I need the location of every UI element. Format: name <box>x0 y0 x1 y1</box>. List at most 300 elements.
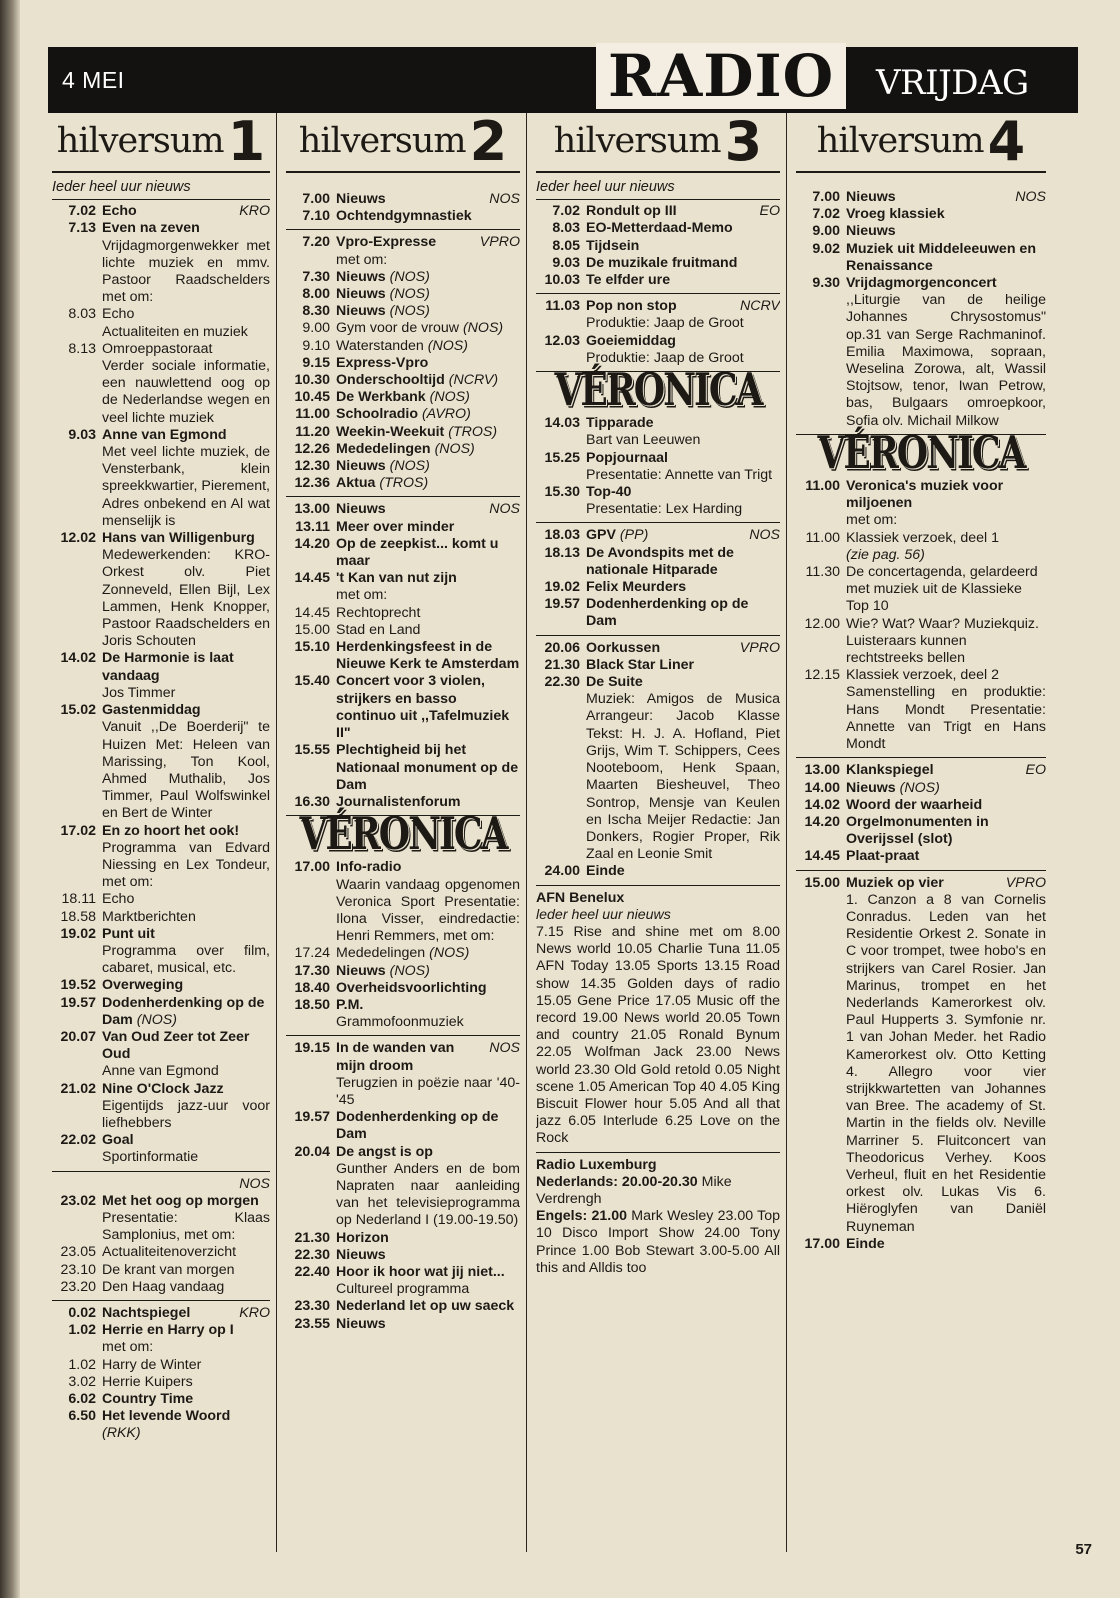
program-row <box>286 1144 520 1230</box>
program-time: 14.02 <box>804 796 840 813</box>
program-title: Ochtendgymnastiek <box>336 208 472 225</box>
program-time: 7.20 <box>302 234 330 251</box>
program-row <box>286 1298 520 1315</box>
program-row <box>286 269 520 286</box>
program-title: Mededelingen <box>336 440 431 457</box>
program-time: 18.50 <box>294 996 330 1013</box>
station-name: hilversum <box>56 121 224 162</box>
program-row <box>52 1408 270 1442</box>
program-title: Stad en Land <box>336 621 421 638</box>
program-time: 21.30 <box>294 1229 330 1246</box>
program-time: 11.20 <box>295 423 330 440</box>
broadcaster-tag: NOS <box>489 501 520 518</box>
header-day: VRIJDAG <box>876 63 1029 103</box>
program-time: 12.36 <box>294 475 330 492</box>
program-row <box>796 780 1046 797</box>
program-row <box>796 814 1046 848</box>
divider <box>536 1152 780 1153</box>
program-title: Top-40 <box>586 484 632 501</box>
program-row <box>536 238 780 255</box>
program-time: 11.00 <box>805 529 840 546</box>
program-time: 11.00 <box>295 406 330 423</box>
program-time: 9.30 <box>812 275 840 292</box>
program-time: 23.10 <box>60 1261 96 1278</box>
program-row <box>536 545 780 579</box>
program-row <box>286 622 520 639</box>
program-time: 23.30 <box>294 1298 330 1315</box>
program-title: Gym voor de vrouw <box>336 320 459 337</box>
station-number: 2 <box>469 113 508 173</box>
program-row <box>286 605 520 622</box>
program-title: Nieuws <box>336 1315 386 1332</box>
program-row <box>286 1230 520 1247</box>
program-time: 19.57 <box>60 994 96 1011</box>
page-header <box>48 42 1078 113</box>
program-title: Rondult op III <box>586 203 677 220</box>
broadcaster-note: (NOS) <box>899 779 940 796</box>
broadcaster-tag: KRO <box>239 1305 270 1321</box>
broadcaster-note: (NCRV) <box>448 372 499 389</box>
program-title: Te elfder ure <box>586 272 671 289</box>
program-row <box>52 341 270 427</box>
program-time: 18.11 <box>61 891 96 908</box>
program-description: Programma over film, cabaret, musical, etc. <box>102 942 270 977</box>
program-time: 12.03 <box>544 332 580 349</box>
program-time: 23.02 <box>60 1192 96 1209</box>
program-title: Nine O'Clock Jazz <box>102 1080 224 1097</box>
program-row <box>286 742 520 794</box>
program-row <box>286 536 520 570</box>
program-title: Tijdsein <box>586 237 640 254</box>
program-time: 20.04 <box>294 1143 330 1160</box>
program-description: Produktie: Jaap de Groot <box>586 349 744 366</box>
program-description: met om: <box>102 1339 154 1356</box>
program-row <box>286 1109 520 1143</box>
program-title: Express-Vpro <box>336 354 429 371</box>
news-note: Ieder heel uur nieuws <box>52 179 270 200</box>
program-time: 7.00 <box>302 191 330 207</box>
program-time: 9.03 <box>552 254 580 271</box>
program-title: Marktberichten <box>102 908 196 925</box>
program-row <box>286 441 520 458</box>
program-time: 7.30 <box>302 268 330 285</box>
station-number: 1 <box>227 113 266 173</box>
program-time: 9.10 <box>302 337 330 354</box>
program-title: Tipparade <box>586 415 654 432</box>
program-row <box>796 564 1046 616</box>
program-time: 13.00 <box>804 762 840 779</box>
program-title: Rechtoprecht <box>336 604 421 621</box>
program-time: 15.00 <box>294 621 330 638</box>
program-title: De Avondspits met de nationale Hitparade <box>586 544 734 578</box>
program-row <box>286 338 520 355</box>
hilversum-3-column <box>536 113 780 1552</box>
program-title: In de wanden van mijn droom <box>336 1040 455 1074</box>
program-time: 12.00 <box>804 615 840 632</box>
program-row <box>536 579 780 596</box>
program-time: 15.10 <box>294 639 330 656</box>
program-time: 9.00 <box>812 223 840 240</box>
program-title: Nieuws <box>336 286 386 303</box>
program-time: 7.02 <box>68 203 96 220</box>
program-row <box>286 1040 520 1109</box>
program-row <box>796 206 1046 223</box>
program-row <box>286 501 520 518</box>
program-time: 14.20 <box>294 535 330 552</box>
program-row <box>286 570 520 604</box>
program-title: Woord der waarheid <box>846 796 983 813</box>
program-title: Overheidsvoorlichting <box>336 979 487 996</box>
program-row <box>536 298 780 332</box>
program-title: Waterstanden <box>336 337 424 354</box>
program-title: Onderschooltijd <box>336 372 445 389</box>
program-description: Programma van Edvard Niessing en Lex Tondeur, met om: <box>102 839 270 891</box>
program-time: 23.20 <box>60 1278 96 1295</box>
afn-note: leder heel uur nieuws <box>536 906 671 923</box>
divider <box>796 870 1046 871</box>
program-description: Verder sociale informatie, een nauwlettend oog op de Nederlandse wegen en veel lichte muziek <box>102 358 270 426</box>
program-row <box>52 530 270 650</box>
program-title: Vroeg klassiek <box>846 206 945 223</box>
program-time: 16.30 <box>294 793 330 810</box>
program-title: Hoor ik hoor wat jij niet... <box>336 1263 505 1280</box>
program-title: Van Oud Zeer tot Zeer Oud <box>102 1028 250 1063</box>
program-description: Presentatie: Klaas Samplonius, met om: <box>102 1209 270 1244</box>
program-title: Klassiek verzoek, deel 2 <box>846 667 999 684</box>
program-description: Vrijdagmorgenwekker met lichte muziek en mmv. Pastoor Raadschelders met om: <box>102 237 270 306</box>
broadcaster-tag: EO <box>759 203 780 220</box>
program-time: 12.02 <box>60 530 96 547</box>
program-time: 1.02 <box>68 1322 96 1339</box>
program-row <box>796 848 1046 865</box>
program-row <box>286 639 520 673</box>
program-row <box>536 220 780 237</box>
program-time: 14.02 <box>60 650 96 667</box>
program-row <box>796 478 1046 530</box>
divider <box>286 496 520 497</box>
program-description: Sportinformatie <box>102 1149 199 1166</box>
program-title: Einde <box>846 1235 885 1252</box>
program-time: 7.10 <box>302 208 330 225</box>
program-title: De angst is op <box>336 1143 433 1160</box>
program-row <box>286 320 520 337</box>
veronica-logo: VÉRONICA <box>817 426 1025 479</box>
program-title: Echo <box>102 891 135 908</box>
program-time: 10.03 <box>544 272 580 289</box>
broadcaster-tag: VPRO <box>1005 874 1046 891</box>
program-title: Oorkussen <box>586 639 661 656</box>
program-title: Nieuws <box>336 1246 386 1263</box>
program-row <box>52 995 270 1029</box>
program-row <box>286 458 520 475</box>
program-title: De Suite <box>586 674 643 691</box>
program-time: 15.30 <box>544 484 580 501</box>
program-row <box>52 203 270 220</box>
program-title: Nieuws <box>336 501 386 518</box>
header-title: RADIO <box>596 43 846 109</box>
luxemburg-english: Engels: 21.00 Mark Wesley 23.00 Top 10 Disco Import Show 24.00 Tony Prince 1.00 Bob Stewart 3.00-5.00 All this and Alldis too <box>536 1208 780 1276</box>
program-row <box>796 189 1046 206</box>
program-title: Den Haag vandaag <box>102 1278 225 1295</box>
program-title: Gastenmiddag <box>102 702 201 719</box>
program-title: Dodenherdenking op de Dam <box>336 1109 499 1143</box>
program-title: Harry de Winter <box>102 1356 202 1373</box>
program-row <box>796 797 1046 814</box>
program-time: 14.45 <box>804 848 840 865</box>
column-divider <box>276 113 277 1552</box>
program-title: Klassiek verzoek, deel 1 <box>846 529 999 546</box>
program-row <box>286 303 520 320</box>
program-title: Omroeppastoraat <box>102 340 213 357</box>
program-title: Plaat-praat <box>846 848 920 865</box>
program-description: Muziek: Amigos de Musica Arrangeur: Jacob Klasse Tekst: H. J. A. Hofland, Piet Grijs, Wim T. Schippers, Cees Nooteboom, Henk Spaan, Maarten Biesheuvel, Theo Sontrop, Mensje van Keulen en Ischa Meijer Redactie: Jan Donkers, Rogier Proper, Rik Zaal en Leonie Smit <box>586 691 780 863</box>
divider <box>536 522 780 523</box>
program-time: 12.26 <box>294 440 330 457</box>
program-title: Nachtspiegel <box>102 1305 191 1321</box>
program-title: Punt uit <box>102 925 155 942</box>
program-time: 19.02 <box>544 579 580 596</box>
program-description: met om: <box>846 512 898 529</box>
program-description: Medewerkenden: KRO-Orkest olv. Piet Zonneveld, Ellen Bijl, Lex Lammen, Henk Knopper, Pastoor Raadschelders en Joris Schouten <box>102 547 270 650</box>
hilversum-2-column <box>286 113 520 1552</box>
program-row <box>286 234 520 268</box>
program-title: De Werkbank <box>336 389 426 406</box>
broadcaster-note: (NOS) <box>434 440 475 457</box>
program-time: 22.02 <box>60 1132 96 1149</box>
program-row <box>286 406 520 423</box>
broadcaster-note: (NOS) <box>389 458 430 475</box>
program-time: 20.06 <box>544 639 580 656</box>
broadcaster-note: (PP) <box>619 527 649 544</box>
magazine-spine <box>0 0 20 1598</box>
program-row <box>52 1262 270 1279</box>
program-time: 10.30 <box>294 372 330 389</box>
afn-schedule: 7.15 Rise and shine met om 8.00 News world 10.05 Charlie Tuna 11.05 AFN Today 13.05 Sports 13.15 Road show 14.35 Golden days of radio 15.05 Gene Price 17.05 Music off the record 19.00 News world 20.05 Town and country 21.05 Ronald Bynum 22.05 Wolfman Jack 23.00 News world 23.30 Old Gold retold 0.05 Night scene 1.05 American Top 40 4.05 King Biscuit Flower hour 5.05 And all that jazz 6.05 Interlude 6.25 Love on the Rock <box>536 923 780 1147</box>
broadcaster-note: (TROS) <box>379 475 429 492</box>
program-time: 22.30 <box>544 674 580 691</box>
program-time: 11.03 <box>545 298 580 315</box>
divider <box>796 757 1046 758</box>
program-title: Herdenkingsfeest in de Nieuwe Kerk te Amsterdam <box>336 639 520 673</box>
program-description: met om: <box>336 587 388 604</box>
program-time: 8.03 <box>552 220 580 237</box>
program-row <box>286 191 520 208</box>
afn-title: AFN Benelux <box>536 889 625 906</box>
program-title: Hans van Willigenburg <box>102 530 255 547</box>
program-title: Op de zeepkist... komt u maar <box>336 535 499 570</box>
program-title: De concertagenda, gelardeerd met muziek uit de Klassieke Top 10 <box>846 564 1038 615</box>
program-row <box>52 909 270 926</box>
news-note: Ieder heel uur nieuws <box>536 179 780 200</box>
broadcaster-tag: VPRO <box>479 234 520 251</box>
column-divider <box>786 113 787 1552</box>
program-row <box>286 1247 520 1264</box>
program-row <box>286 997 520 1031</box>
program-title: Muziek op vier <box>846 874 944 891</box>
program-time: 21.02 <box>60 1080 96 1097</box>
program-row <box>796 530 1046 564</box>
station-name: hilversum <box>553 121 721 162</box>
program-row <box>286 372 520 389</box>
program-title: Actualiteitenoverzicht <box>102 1244 237 1261</box>
program-row <box>286 1316 520 1333</box>
program-time: 19.52 <box>60 977 96 994</box>
program-title: Veronica's muziek voor miljoenen <box>846 478 1004 512</box>
program-row <box>52 1029 270 1081</box>
program-title: Orgelmonumenten in Overijssel (slot) <box>846 813 989 848</box>
program-time: 0.02 <box>68 1305 96 1321</box>
program-time: 10.45 <box>294 389 330 406</box>
program-time: 12.15 <box>804 667 840 684</box>
broadcaster-note: (NOS) <box>136 1011 177 1028</box>
program-row <box>52 1244 270 1261</box>
station-name: hilversum <box>816 121 984 162</box>
program-description: Cultureel programma <box>336 1281 470 1298</box>
program-title: Overweging <box>102 977 184 994</box>
program-time: 14.00 <box>804 779 840 796</box>
broadcaster-tag: NOS <box>1015 189 1046 205</box>
broadcaster-tag: NOS <box>489 191 520 207</box>
program-time: 15.00 <box>804 874 840 891</box>
program-row <box>286 859 520 945</box>
broadcaster-note: (NOS) <box>462 320 504 337</box>
program-title: Nieuws <box>336 962 386 979</box>
program-row <box>52 650 270 702</box>
program-description: Met veel lichte muziek, de Vensterbank, klein spreekkwartier, Pierement, Adres onbekend en Al wat menselijk is <box>102 444 270 529</box>
program-row <box>536 484 780 518</box>
station-heading <box>536 113 780 173</box>
program-row <box>286 475 520 492</box>
program-row <box>52 1391 270 1408</box>
program-row <box>286 286 520 303</box>
program-title: De krant van morgen <box>102 1261 235 1278</box>
program-row <box>286 945 520 962</box>
program-title: Nieuws <box>846 189 896 205</box>
program-title: Meer over minder <box>336 518 455 535</box>
broadcaster-note: (NOS) <box>429 945 470 962</box>
program-title: Pop non stop <box>586 298 677 315</box>
program-row <box>536 596 780 630</box>
program-description: Bart van Leeuwen <box>586 432 701 449</box>
program-row <box>796 1236 1046 1253</box>
divider <box>52 1300 270 1301</box>
program-row <box>52 702 270 822</box>
station-heading <box>796 113 1046 173</box>
program-time: 17.00 <box>804 1235 840 1252</box>
program-time: 23.55 <box>294 1315 330 1332</box>
divider <box>286 1035 520 1036</box>
program-title: Het levende Woord <box>102 1408 231 1425</box>
program-row <box>286 980 520 997</box>
program-title: Klankspiegel <box>846 762 934 779</box>
program-row <box>286 673 520 742</box>
divider <box>536 293 780 294</box>
program-title: Nieuws <box>336 191 386 207</box>
program-title: EO-Metterdaad-Memo <box>586 220 733 237</box>
program-title: Weekin-Weekuit <box>336 423 445 440</box>
program-time: 15.02 <box>60 702 96 719</box>
program-row <box>52 1193 270 1245</box>
broadcaster-note: (NOS) <box>389 303 430 320</box>
program-title: 't Kan van nut zijn <box>336 570 457 587</box>
program-time: 17.30 <box>294 962 330 979</box>
program-time: 23.05 <box>60 1244 96 1261</box>
program-time: 11.30 <box>805 564 840 581</box>
program-time: 3.02 <box>68 1373 96 1390</box>
luxemburg-title: Radio Luxemburg <box>536 1156 657 1173</box>
program-time: 13.00 <box>294 501 330 518</box>
program-time: 12.30 <box>294 458 330 475</box>
program-description: ,,Liturgie van de heilige Johannes Chrysostomus" op.31 van Serge Rachmaninof. Emilia Maximowa, sopraan, Weselina Zorowa, alt, Wassil Stojtsow, tenor, Iwan Petrow, bas, Bulgaars omroepkoor, Sofia olv. Michail Milkow <box>846 292 1046 429</box>
program-row <box>536 255 780 272</box>
broadcaster-note: (NOS) <box>427 337 468 354</box>
program-time: 6.50 <box>68 1408 96 1425</box>
program-row <box>52 1279 270 1296</box>
program-title: Herrie Kuipers <box>102 1373 193 1390</box>
program-time: 18.03 <box>544 527 580 544</box>
broadcaster-tag: NCRV <box>740 298 780 315</box>
program-time: 14.45 <box>294 570 330 587</box>
program-row <box>52 926 270 978</box>
program-title: De muzikale fruitmand <box>586 254 738 271</box>
program-title: Einde <box>586 863 625 880</box>
program-time: 14.45 <box>294 604 330 621</box>
program-time: 17.02 <box>60 822 96 839</box>
broadcaster-tag: NOS <box>749 527 780 544</box>
program-row <box>52 977 270 994</box>
program-row <box>52 427 270 530</box>
program-title: Country Time <box>102 1391 194 1408</box>
station-heading <box>286 113 520 173</box>
program-time: 8.03 <box>68 306 96 323</box>
program-title: Nieuws <box>336 458 386 475</box>
program-time: 6.02 <box>68 1391 96 1408</box>
station-name: hilversum <box>298 121 466 162</box>
program-title: Journalistenforum <box>336 793 461 810</box>
broadcaster-tag: VPRO <box>739 639 780 656</box>
program-title: Echo <box>102 306 135 323</box>
program-title: Wie? Wat? Waar? Muziekquiz. Luisteraars kunnen rechtstreeks bellen <box>846 615 1039 667</box>
program-row <box>52 1081 270 1133</box>
program-title: Vpro-Expresse <box>336 234 437 251</box>
program-title: Nederland let op uw saeck <box>336 1298 515 1315</box>
broadcaster-note: (NOS) <box>389 268 430 285</box>
program-time: 7.02 <box>552 203 580 220</box>
program-row <box>286 519 520 536</box>
program-time: 19.02 <box>60 925 96 942</box>
program-row <box>796 762 1046 779</box>
program-row <box>286 963 520 980</box>
program-row <box>286 424 520 441</box>
program-row <box>52 220 270 306</box>
program-time: 18.13 <box>544 544 580 561</box>
program-time: 24.00 <box>544 863 580 880</box>
column-divider <box>526 113 527 1552</box>
program-title: GPV <box>586 527 616 544</box>
broadcaster-note: (NOS) <box>429 389 470 406</box>
program-title: Aktua <box>336 475 376 492</box>
program-description: 1. Canzon a 8 van Cornelis Conradus. Leden van het Residentie Orkest 2. Sonate in C voor trompet, twee hobo's en strijkers van Carel Rosier. Jan Marinus, trompet en het Nederlands Kamerorkest olv. Paul Hupperts 3. Symfonie nr. 1 van Johan Meder. het Radio Kamerorkest olv. Otto Ketting 4. Allegro voor vier strijkkwartetten van Johannes van Bree. The academy of St. Martin in the fields olv. Neville Marriner 5. Fluitconcert van Theodoricus Verhey. Koos Verheul, fluit en het Residentie orkest olv. Lukas Vis 6. Hiëroglyfen van Daniël Ruyneman <box>846 891 1046 1235</box>
program-time: 15.40 <box>294 673 330 690</box>
program-description: Presentatie: Lex Harding <box>586 501 743 518</box>
program-time: 18.58 <box>60 908 96 925</box>
program-row <box>536 450 780 484</box>
program-time: 19.57 <box>544 596 580 613</box>
program-row <box>52 891 270 908</box>
program-time: 19.57 <box>294 1109 330 1126</box>
program-title: Nieuws <box>846 223 896 240</box>
station-heading <box>52 113 270 173</box>
